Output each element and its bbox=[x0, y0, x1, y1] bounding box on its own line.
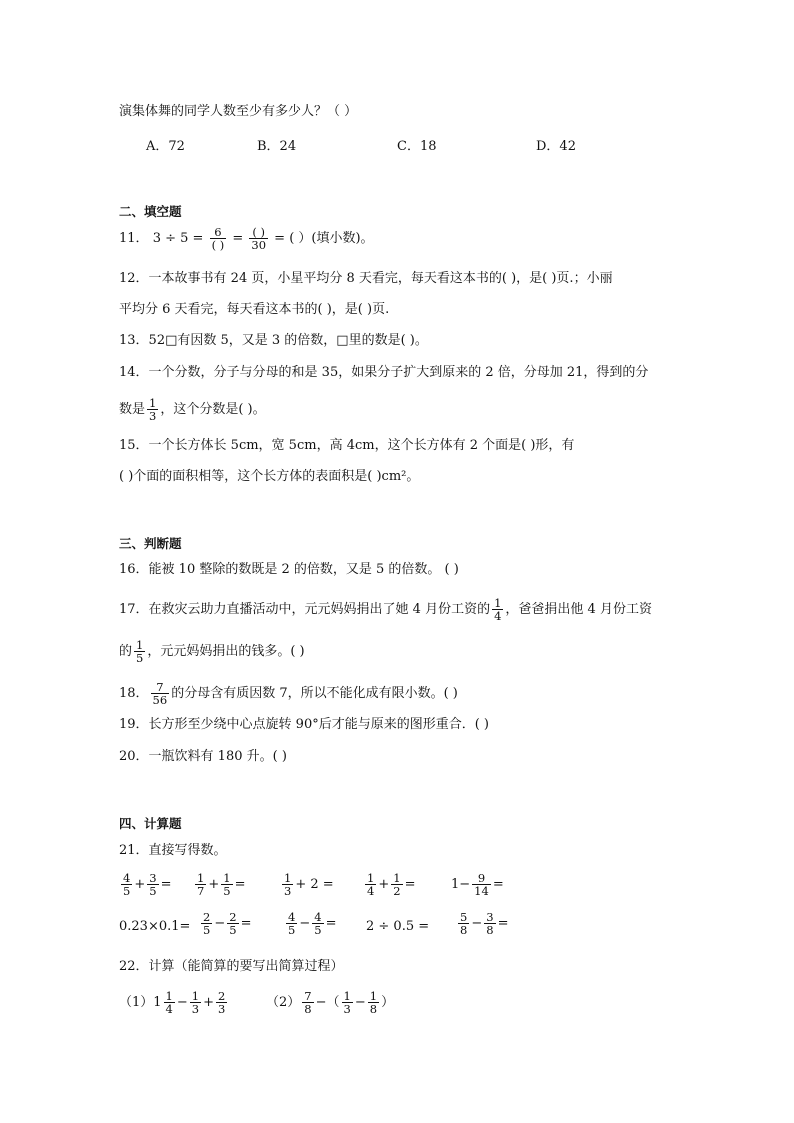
question-16: 16．能被 10 整除的数既是 2 的倍数，又是 5 的倍数。 ( ) bbox=[119, 562, 459, 577]
question-22-part-2: （2） $\frac{7}{8}$ −（ $\frac{1}{3}$ − $\frac{1}{8}$ ） bbox=[266, 989, 395, 1016]
q14-post: ，这个分数是( )。 bbox=[160, 402, 266, 417]
q11-fraction-2: $\frac{( )}{30}$ bbox=[251, 225, 267, 252]
question-14-line-1: 14．一个分数，分子与分母的和是 35，如果分子扩大到原来的 2 倍，分母加 21，得到的分 bbox=[119, 365, 649, 380]
q17-pre-2: 的 bbox=[119, 644, 133, 659]
question-19: 19．长方形至少绕中心点旋转 90°后才能与原来的图形重合．( ) bbox=[119, 717, 489, 732]
calc-r1-c3: $\frac{1}{3}$ + 2 = bbox=[284, 871, 334, 898]
calc-r2-c5: $\frac{5}{8}$ − $\frac{3}{8}$ = bbox=[460, 910, 509, 937]
question-12-line-2: 平均分 6 天看完，每天看这本书的( )，是( )页. bbox=[119, 302, 390, 317]
question-12-line-1: 12．一本故事书有 24 页，小星平均分 8 天看完，每天看这本书的( )，是( )页.；小丽 bbox=[119, 271, 613, 286]
question-14-line-2 bbox=[119, 397, 266, 422]
q17-fraction-1: $\frac{1}{4}$ bbox=[494, 596, 502, 623]
option-d: D．42 bbox=[536, 139, 576, 154]
calc-r1-c5: 1− $\frac{9}{14}$ = bbox=[451, 871, 504, 898]
option-b: B．24 bbox=[257, 139, 297, 154]
question-10-text: 演集体舞的同学人数至少有多少人？（ ） bbox=[119, 104, 358, 119]
calc-r2-c4: 2 ÷ 0.5 = bbox=[366, 919, 430, 934]
question-20: 20．一瓶饮料有 180 升。( ) bbox=[119, 749, 287, 764]
calc-r2-c3: $\frac{4}{5}$ − $\frac{4}{5}$ = bbox=[288, 910, 337, 937]
question-17-line-1 bbox=[119, 597, 652, 622]
q14-pre: 数是 bbox=[119, 402, 146, 417]
q18-fraction: $\frac{7}{56}$ bbox=[152, 680, 168, 707]
option-c: C．18 bbox=[397, 139, 437, 154]
q17-fraction-2: $\frac{1}{5}$ bbox=[136, 638, 144, 665]
q14-fraction: $\frac{1}{3}$ bbox=[149, 396, 157, 423]
q17-post-2: ，元元妈妈捐出的钱多。( ) bbox=[147, 644, 305, 659]
q18-post: 的分母含有质因数 7，所以不能化成有限小数。( ) bbox=[171, 686, 458, 701]
question-21: 21．直接写得数。 bbox=[119, 843, 227, 858]
question-15-line-2: ( )个面的面积相等，这个长方体的表面积是( )cm²。 bbox=[119, 469, 420, 484]
q11-fraction-1: $\frac{6}{( )}$ bbox=[211, 225, 225, 252]
q11-number: 11． bbox=[119, 231, 149, 246]
calc-r2-c1: 0.23×0.1= bbox=[119, 919, 191, 934]
question-22: 22．计算（能简算的要写出简算过程） bbox=[119, 959, 344, 974]
question-11 bbox=[119, 226, 374, 251]
calc-r2-c2: $\frac{2}{5}$ − $\frac{2}{5}$ = bbox=[203, 910, 252, 937]
question-15-line-1: 15．一个长方体长 5cm，宽 5cm，高 4cm，这个长方体有 2 个面是( )形，有 bbox=[119, 438, 575, 453]
q11-post: = ( ）(填小数)。 bbox=[274, 231, 374, 246]
section-3-title: 三、判断题 bbox=[119, 536, 182, 551]
calc-r1-c2: $\frac{1}{7}$ + $\frac{1}{5}$ = bbox=[197, 871, 246, 898]
q11-pre: 3 ÷ 5 = bbox=[152, 231, 204, 246]
question-22-part-1: （1）1 $\frac{1}{4}$ − $\frac{1}{3}$ + $\frac{2}{3}$ bbox=[119, 989, 226, 1016]
q17-pre-1: 17．在救灾云助力直播活动中，元元妈妈捐出了她 4 月份工资的 bbox=[119, 602, 491, 617]
section-4-title: 四、计算题 bbox=[119, 816, 182, 831]
q11-equals: = bbox=[232, 231, 244, 246]
question-17-line-2 bbox=[119, 639, 305, 664]
q18-number: 18． bbox=[119, 686, 149, 701]
question-13: 13．52□有因数 5，又是 3 的倍数，□里的数是( )。 bbox=[119, 333, 428, 348]
calc-r1-c1: $\frac{4}{5}$ + $\frac{3}{5}$ = bbox=[123, 871, 172, 898]
q17-post-1: ，爸爸捐出他 4 月份工资 bbox=[505, 602, 652, 617]
question-18 bbox=[119, 681, 458, 706]
option-a: A．72 bbox=[146, 139, 185, 154]
section-2-title: 二、填空题 bbox=[119, 204, 182, 219]
calc-r1-c4: $\frac{1}{4}$ + $\frac{1}{2}$ = bbox=[367, 871, 416, 898]
